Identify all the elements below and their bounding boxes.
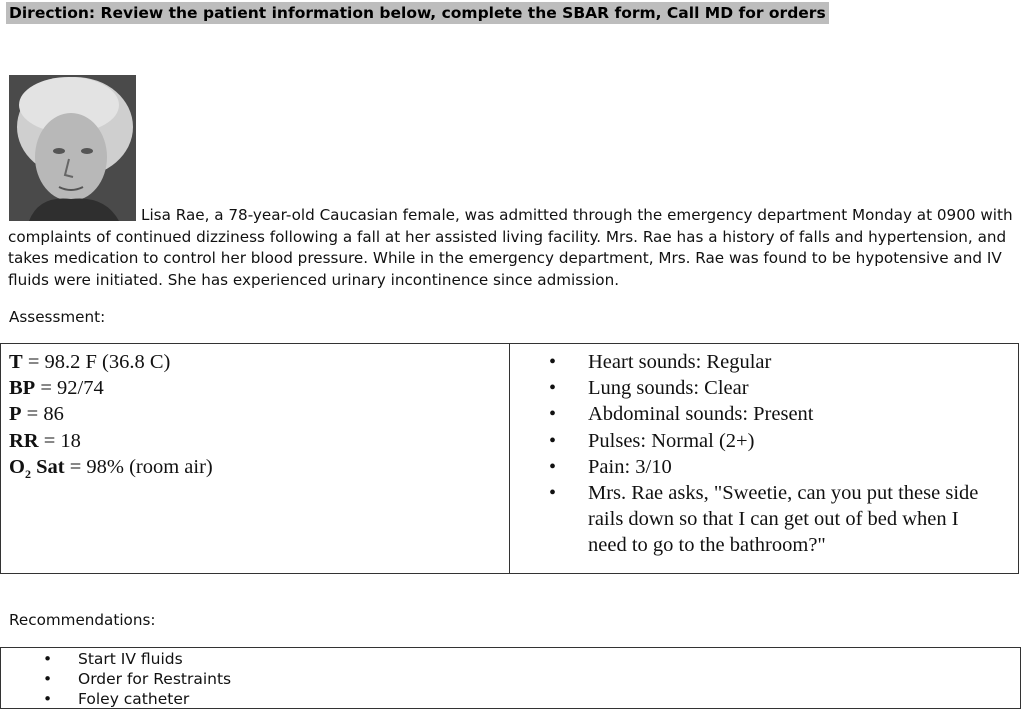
recommendations-box (0, 647, 1021, 709)
vital-blood-pressure: BP = 92/74 (9, 377, 104, 400)
finding-item: • Mrs. Rae asks, "Sweetie, can you put these side rails down so that I can get out of bed when I need to go to the bathroom?" (549, 480, 989, 559)
recommendations-list (41, 649, 231, 709)
vital-signs (9, 349, 213, 487)
patient-photo (9, 75, 136, 221)
assessment-table (0, 343, 1019, 574)
finding-item: • Heart sounds: Regular (549, 349, 989, 375)
patient-summary (8, 205, 1024, 291)
vital-temperature: T = 98.2 F (36.8 C) (9, 351, 171, 373)
finding-item: • Pulses: Normal (2+) (549, 428, 989, 454)
recommendation-item: • Foley catheter (41, 689, 231, 709)
recommendation-item: • Order for Restraints (41, 669, 231, 689)
recommendation-item: • Start IV fluids (41, 649, 231, 669)
vital-oxygen-saturation: $O_2$ Sat = 98% (room air) (9, 455, 213, 481)
assessment-findings (549, 349, 989, 559)
patient-summary-text: Lisa Rae, a 78-year-old Caucasian female, was admitted through the emergency department Monday at 0900 with complaints of continued dizziness following a fall at her assisted living facility. Mrs. Rae has a history of falls and hypertension, and takes medication to control her blood pressure. While in the emergency department, Mrs. Rae was found to be hypotensive and IV fluids were initiated. She has experienced urinary incontinence since admission. (8, 206, 1013, 289)
patient-photo-icon (9, 75, 136, 221)
assessment-label: Assessment: (9, 308, 106, 326)
table-divider (509, 344, 510, 573)
finding-item: • Pain: 3/10 (549, 454, 989, 480)
finding-item: • Abdominal sounds: Present (549, 401, 989, 427)
vital-respiratory-rate: RR = 18 (9, 429, 81, 452)
finding-item: • Lung sounds: Clear (549, 375, 989, 401)
recommendations-label: Recommendations: (9, 611, 156, 629)
direction-banner: Direction: Review the patient information below, complete the SBAR form, Call MD for orders (6, 2, 829, 24)
vital-pulse: P = 86 (9, 403, 64, 426)
